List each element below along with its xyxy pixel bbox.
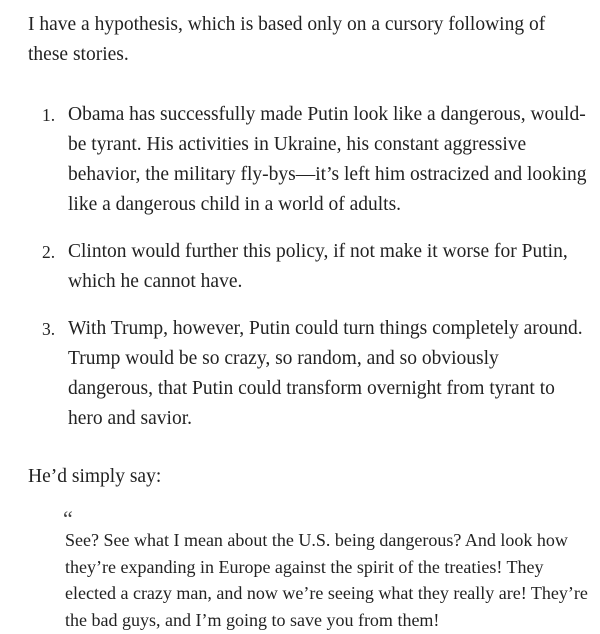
quote-mark-icon: “: [63, 506, 73, 531]
list-item-text: Clinton would further this policy, if not make it worse for Putin, which he cannot have.: [68, 241, 568, 292]
article-body: [28, 0, 588, 633]
list-item-text: Obama has successfully made Putin look like a dangerous, would-be tyrant. His activities in Ukraine, his constant aggressive behavior, the military fly-bys—it’s left him ostracized and looking like a dangerous child in a world of adults.: [68, 104, 587, 215]
list-item: [28, 237, 588, 297]
intro-paragraph: I have a hypothesis, which is based only on a cursory following of these stories.: [28, 14, 546, 65]
list-item-number: 2.: [42, 242, 56, 262]
hypothesis-list: [28, 100, 588, 434]
list-item: [28, 100, 588, 220]
blockquote: [28, 506, 588, 633]
quote-text: See? See what I mean about the U.S. being dangerous? And look how they’re expanding in Europe against the spirit of the treaties! They elected a crazy man, and now we’re seeing what they really are! They’re the bad guys, and I’m going to save you from them!: [65, 530, 588, 630]
list-item: [28, 314, 588, 434]
list-item-text: With Trump, however, Putin could turn things completely around. Trump would be so crazy, so random, and so obviously dangerous, that Putin could transform overnight from tyrant to hero and savior.: [68, 318, 583, 429]
list-item-number: 1.: [42, 105, 56, 125]
list-item-number: 3.: [42, 319, 56, 339]
quote-lead-paragraph: He’d simply say:: [28, 466, 162, 487]
